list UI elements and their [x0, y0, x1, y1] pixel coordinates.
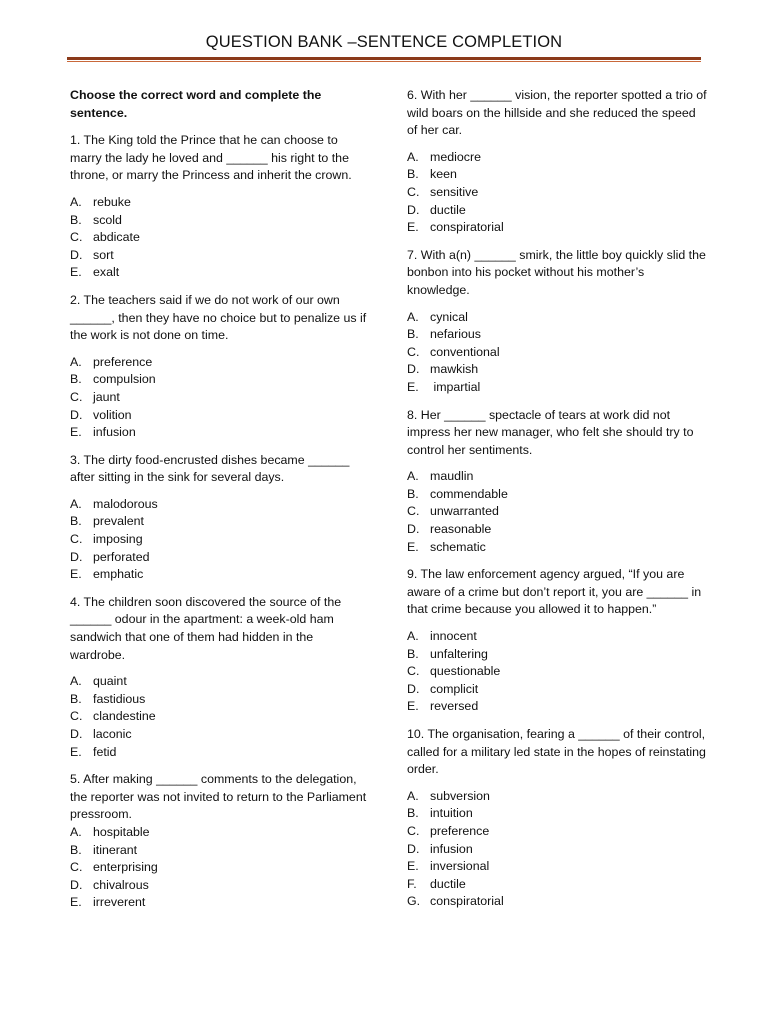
option-item — [407, 326, 707, 344]
option-letter: B. — [407, 486, 419, 501]
option-text: clandestine — [93, 709, 156, 724]
option-item — [70, 859, 370, 877]
question-list-right — [407, 87, 707, 911]
option-letter: D. — [70, 877, 83, 892]
option-item — [407, 344, 707, 362]
option-text: volition — [93, 407, 132, 422]
option-letter: B. — [407, 646, 419, 661]
option-text: infusion — [93, 425, 136, 440]
option-text: malodorous — [93, 496, 158, 511]
option-text: fastidious — [93, 691, 146, 706]
option-letter: D. — [407, 522, 420, 537]
option-letter: E. — [407, 539, 419, 554]
option-letter: E. — [407, 699, 419, 714]
option-text: sensitive — [430, 184, 479, 199]
option-item — [70, 726, 370, 744]
option-list — [407, 628, 707, 716]
option-text: imposing — [93, 532, 143, 547]
option-letter: B. — [70, 212, 82, 227]
option-item — [70, 354, 370, 372]
question-10 — [407, 726, 707, 911]
option-item — [407, 628, 707, 646]
option-item — [70, 744, 370, 762]
option-letter: A. — [407, 469, 419, 484]
option-letter: B. — [70, 842, 82, 857]
option-text: compulsion — [93, 372, 156, 387]
option-item — [407, 468, 707, 486]
option-text: perforated — [93, 549, 150, 564]
option-text: emphatic — [93, 567, 144, 582]
option-text: commendable — [430, 486, 508, 501]
option-letter: C. — [407, 504, 420, 519]
option-item — [407, 219, 707, 237]
option-letter: E. — [407, 379, 419, 394]
option-item — [70, 877, 370, 895]
option-text: prevalent — [93, 514, 144, 529]
option-letter: D. — [70, 727, 83, 741]
option-list — [70, 673, 370, 761]
page-title: QUESTION BANK –SENTENCE COMPLETION — [205, 33, 563, 51]
option-item — [407, 893, 707, 911]
option-item — [407, 521, 707, 539]
option-text: mawkish — [430, 362, 479, 377]
option-text: ductile — [430, 876, 466, 891]
option-letter: A. — [70, 674, 82, 689]
option-item — [70, 389, 370, 407]
option-text: exalt — [93, 265, 120, 280]
question-stem: 8. Her ______ spectacle of tears at work did not impress her new manager, who felt she should try to control her sentiments. — [407, 407, 694, 457]
option-item — [70, 824, 370, 842]
option-letter: E. — [407, 859, 419, 874]
option-text: keen — [430, 167, 457, 182]
option-item — [407, 309, 707, 327]
option-item — [407, 663, 707, 681]
option-letter: D. — [70, 549, 83, 564]
question-4 — [70, 594, 370, 761]
question-stem: 1. The King told the Prince that he can choose to marry the lady he loved and ______ his right to the throne, or marry the Princess and inherit the crown. — [70, 133, 352, 183]
question-list-left — [70, 132, 370, 912]
option-item — [70, 566, 370, 584]
option-letter: D. — [407, 841, 420, 856]
title-rule-thick — [67, 57, 701, 60]
option-text: reversed — [430, 699, 479, 714]
option-text: maudlin — [430, 469, 474, 484]
question-5 — [70, 771, 370, 912]
option-item — [70, 549, 370, 567]
option-item — [70, 708, 370, 726]
option-item — [70, 229, 370, 247]
option-letter: E. — [70, 567, 82, 582]
option-text: jaunt — [93, 389, 120, 404]
option-list — [407, 149, 707, 237]
option-text: schematic — [430, 539, 486, 554]
option-item — [407, 876, 707, 894]
option-item — [70, 194, 370, 212]
option-item — [70, 496, 370, 514]
question-1 — [70, 132, 370, 282]
option-letter: G. — [407, 894, 421, 909]
option-text: intuition — [430, 806, 473, 821]
option-letter: C. — [70, 389, 83, 404]
option-item — [407, 681, 707, 699]
option-item — [70, 531, 370, 549]
option-text: laconic — [93, 727, 132, 741]
option-letter: A. — [70, 194, 82, 209]
option-item — [70, 371, 370, 389]
option-item — [70, 212, 370, 230]
question-9 — [407, 566, 707, 716]
option-text: inversional — [430, 859, 490, 874]
option-text: innocent — [430, 629, 477, 644]
instructions: Choose the correct word and complete the sentence. — [70, 88, 322, 120]
option-text: preference — [93, 354, 153, 369]
option-letter: C. — [70, 709, 83, 724]
option-item — [70, 247, 370, 265]
option-text: scold — [93, 212, 122, 227]
option-text: hospitable — [93, 824, 150, 839]
option-item — [70, 264, 370, 282]
option-text: chivalrous — [93, 877, 149, 892]
option-letter: B. — [407, 806, 419, 821]
option-letter: F. — [407, 876, 417, 891]
option-text: fetid — [93, 744, 117, 759]
option-text: ductile — [430, 202, 466, 217]
option-letter: C. — [70, 860, 83, 875]
option-letter: D. — [70, 407, 83, 422]
option-text: abdicate — [93, 230, 140, 245]
option-letter: E. — [70, 265, 82, 280]
option-letter: B. — [70, 691, 82, 706]
option-item — [407, 805, 707, 823]
option-text: itinerant — [93, 842, 138, 857]
question-stem: 10. The organisation, fearing a ______ of their control, called for a military led state in the hopes of reinstating order. — [407, 727, 706, 777]
option-item — [407, 149, 707, 167]
option-letter: D. — [70, 247, 83, 262]
option-item — [407, 184, 707, 202]
question-stem: 4. The children soon discovered the source of the ______ odour in the apartment: a week-old ham sandwich that one of them had hidden in the wardrobe. — [70, 594, 342, 662]
option-letter: C. — [70, 532, 83, 547]
option-letter: C. — [70, 230, 83, 245]
option-item — [407, 823, 707, 841]
option-item — [70, 894, 370, 912]
right-column — [407, 87, 707, 921]
option-text: unwarranted — [430, 504, 499, 519]
option-letter: A. — [407, 629, 419, 644]
option-letter: D. — [407, 681, 420, 696]
left-column — [70, 87, 370, 922]
option-item — [407, 841, 707, 859]
option-letter: A. — [407, 149, 419, 164]
option-item — [407, 698, 707, 716]
option-item — [407, 858, 707, 876]
option-item — [407, 539, 707, 557]
option-item — [407, 788, 707, 806]
option-letter: A. — [70, 496, 82, 511]
question-stem: 3. The dirty food-encrusted dishes became ______ after sitting in the sink for several days. — [70, 452, 350, 485]
option-list — [70, 824, 370, 912]
option-text: conspiratorial — [430, 220, 504, 235]
option-letter: B. — [407, 327, 419, 342]
option-text: conspiratorial — [430, 894, 504, 909]
option-item — [407, 361, 707, 379]
option-text: rebuke — [93, 194, 131, 209]
option-letter: A. — [407, 309, 419, 324]
question-stem: 2. The teachers said if we do not work of our own ______, then they have no choice but to penalize us if the work is not done on time. — [70, 292, 367, 343]
option-item — [407, 202, 707, 220]
option-text: complicit — [430, 681, 479, 696]
option-text: irreverent — [93, 895, 146, 910]
option-letter: C. — [407, 664, 420, 679]
question-7 — [407, 247, 707, 397]
option-text: cynical — [430, 309, 468, 324]
option-list — [70, 194, 370, 282]
option-item — [407, 503, 707, 521]
option-item — [407, 486, 707, 504]
title-rule-thin — [67, 61, 701, 62]
option-item — [407, 166, 707, 184]
option-letter: B. — [407, 167, 419, 182]
question-8 — [407, 407, 707, 557]
option-item — [70, 424, 370, 442]
option-text: preference — [430, 823, 490, 838]
option-text: subversion — [430, 788, 490, 803]
question-stem: 9. The law enforcement agency argued, “If you are aware of a crime but don’t report it, you are ______ in that crime because you allowed it to happen.” — [407, 567, 702, 617]
option-text: reasonable — [430, 522, 492, 537]
option-text: quaint — [93, 674, 127, 689]
option-letter: E. — [70, 744, 82, 759]
option-item — [70, 407, 370, 425]
question-stem: 5. After making ______ comments to the delegation, the reporter was not invited to return to the Parliament pressroom. — [70, 772, 367, 822]
option-list — [70, 354, 370, 442]
option-list — [407, 309, 707, 397]
option-list — [407, 788, 707, 911]
question-stem: 6. With her ______ vision, the reporter spotted a trio of wild boars on the hillside and she reduced the speed of her car. — [407, 88, 707, 138]
option-letter: C. — [407, 344, 420, 359]
option-text: impartial — [430, 379, 481, 394]
option-text: infusion — [430, 841, 473, 856]
option-item — [407, 379, 707, 397]
option-letter: C. — [407, 823, 420, 838]
option-item — [407, 646, 707, 664]
option-letter: A. — [407, 788, 419, 803]
option-letter: D. — [407, 202, 420, 217]
option-letter: E. — [407, 220, 419, 235]
option-text: mediocre — [430, 149, 481, 164]
option-letter: B. — [70, 372, 82, 387]
option-text: enterprising — [93, 860, 158, 875]
option-letter: A. — [70, 354, 82, 369]
option-list — [407, 468, 707, 556]
question-6 — [407, 87, 707, 237]
option-item — [70, 842, 370, 860]
option-item — [70, 673, 370, 691]
option-item — [70, 513, 370, 531]
option-text: conventional — [430, 344, 500, 359]
option-letter: D. — [407, 362, 420, 377]
option-item — [70, 691, 370, 709]
option-letter: B. — [70, 514, 82, 529]
option-letter: A. — [70, 824, 82, 839]
option-letter: E. — [70, 425, 82, 440]
question-2 — [70, 292, 370, 442]
option-text: unfaltering — [430, 646, 488, 661]
option-letter: E. — [70, 895, 82, 910]
option-list — [70, 496, 370, 584]
question-3 — [70, 452, 370, 584]
option-text: nefarious — [430, 327, 481, 342]
option-text: sort — [93, 247, 114, 262]
option-letter: C. — [407, 184, 420, 199]
option-text: questionable — [430, 664, 501, 679]
question-stem: 7. With a(n) ______ smirk, the little boy quickly slid the bonbon into his pocket without his mother’s knowledge. — [407, 247, 706, 297]
